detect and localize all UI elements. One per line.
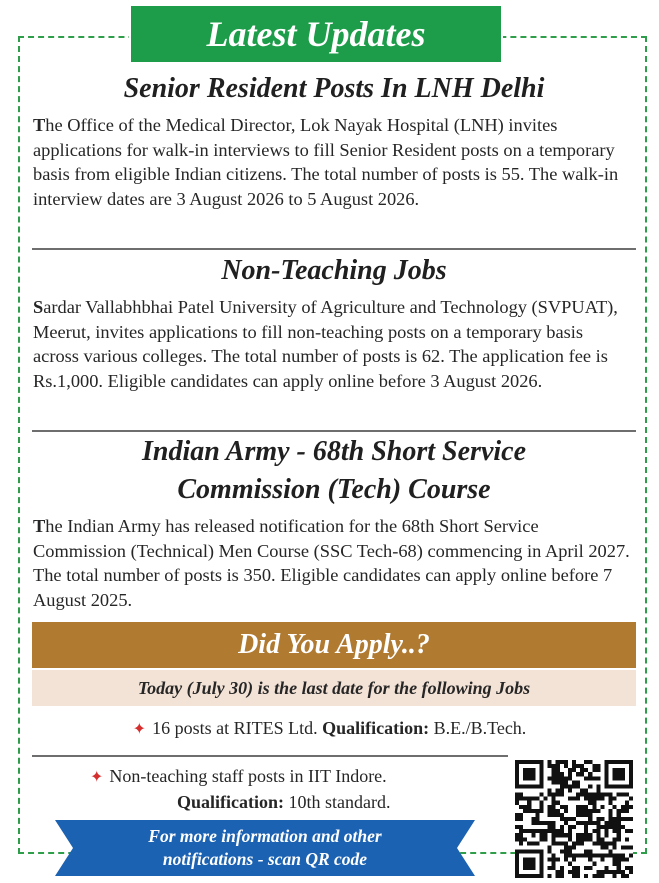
info-ribbon	[55, 820, 475, 876]
last-date-bar	[32, 670, 636, 706]
divider	[32, 430, 636, 432]
list-item	[0, 716, 659, 742]
red-star-icon: ✦	[132, 721, 147, 738]
drop-letter: T	[33, 115, 46, 135]
section-title-army-line1: Indian Army - 68th Short Service	[141, 436, 526, 467]
section-body-army	[33, 514, 633, 612]
section-text: he Office of the Medical Director, Lok Nayak Hospital (LNH) invites applications for walk-in interviews to fill Senior Resident posts on a temporary basis from eligible Indian citizens. The total number of posts is 55. The walk-in interview dates are 3 August 2026 to 5 August 2026.	[33, 115, 619, 209]
red-star-icon: ✦	[90, 769, 104, 786]
item-text: Non-teaching staff posts in IIT Indore.	[109, 766, 387, 786]
divider	[32, 248, 636, 250]
qr-code-icon[interactable]	[515, 760, 633, 878]
divider	[32, 755, 508, 757]
drop-letter: T	[33, 516, 46, 536]
section-text: ardar Vallabhbhai Patel University of Agriculture and Technology (SVPUAT), Meerut, invites applications to fill non-teaching posts on a temporary basis across various colleges. The total number of posts is 62. The application fee is Rs.1,000. Eligible candidates can apply online before 3 August 2026.	[33, 297, 618, 391]
qualification-label: Qualification:	[322, 718, 430, 738]
footer-line-2: notifications - scan QR code	[162, 849, 368, 869]
list-item	[90, 764, 387, 790]
qualification-value: B.E./B.Tech.	[433, 718, 527, 738]
section-body-nonteaching	[33, 295, 633, 393]
section-title-lnh: Senior Resident Posts In LNH Delhi	[123, 73, 545, 104]
qualification-value: 10th standard.	[288, 792, 391, 812]
section-body-lnh	[33, 113, 633, 211]
apply-title: Did You Apply..?	[238, 629, 430, 660]
page-title: Latest Updates	[206, 14, 426, 54]
qualification-label: Qualification:	[177, 792, 284, 812]
section-title-nonteaching: Non-Teaching Jobs	[221, 255, 447, 286]
footer-line-1: For more information and other	[148, 826, 382, 846]
list-item-qualification	[177, 790, 390, 814]
section-title-army-line2: Commission (Tech) Course	[177, 474, 491, 505]
last-date-text: Today (July 30) is the last date for the following Jobs	[137, 677, 531, 698]
section-text: he Indian Army has released notification for the 68th Short Service Commission (Technical) Men Course (SSC Tech-68) commencing in April 2027. The total number of posts is 350. Eligible candidates can apply online before 7 August 2025.	[33, 516, 630, 610]
did-you-apply-banner	[32, 622, 636, 668]
item-text: 16 posts at RITES Ltd.	[152, 718, 318, 738]
header-banner	[131, 6, 501, 62]
drop-letter: S	[33, 297, 44, 317]
